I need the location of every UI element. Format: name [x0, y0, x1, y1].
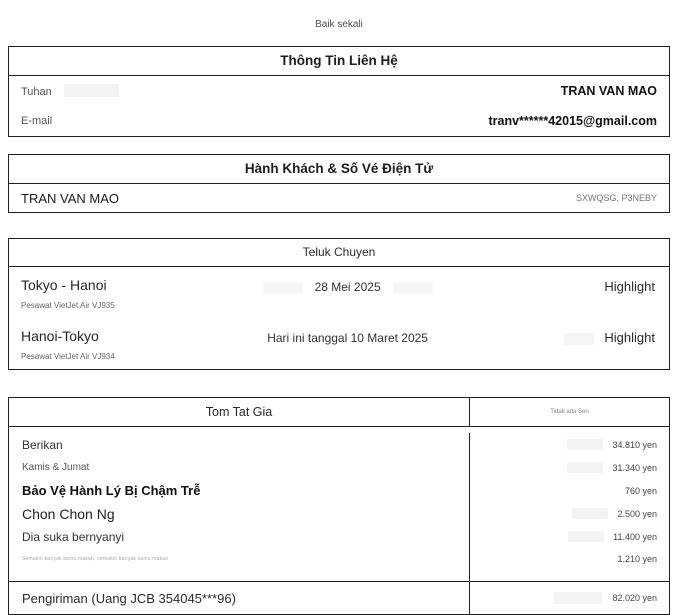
- passenger-row: [9, 184, 669, 212]
- ticket-codes: SXWQSG, P3NEBY: [575, 193, 657, 203]
- contact-email-value: tranv******42015@gmail.com: [488, 114, 657, 128]
- price-row-amount: 760 yen: [469, 479, 669, 502]
- passenger-card: [8, 154, 670, 213]
- contact-row-name: [9, 76, 669, 106]
- flight-date: 28 Mei 2025: [232, 277, 463, 310]
- price-row-label: Kamis & Jumat: [22, 462, 90, 473]
- flights-card-title: Teluk Chuyen: [9, 239, 669, 267]
- contact-card-title: Thông Tin Liên Hệ: [9, 47, 669, 76]
- redacted-blur: [567, 439, 603, 450]
- price-table-body: [9, 427, 669, 581]
- price-row-label: Dia suka bernyanyi: [22, 529, 125, 544]
- redacted-blur: [393, 282, 433, 294]
- price-summary-card: [8, 397, 670, 615]
- redacted-blur: [564, 333, 594, 345]
- payment-total-amount: 82.020 yen: [469, 582, 669, 614]
- price-row: [9, 479, 669, 502]
- price-row: [9, 456, 669, 479]
- flight-route-block: [21, 277, 232, 310]
- payment-method-label: Pengiriman (Uang JCB 354045***96): [22, 590, 236, 606]
- flights-card: [8, 238, 670, 370]
- redacted-blur: [263, 282, 303, 294]
- flight-status: Highlight: [463, 328, 655, 361]
- amount-column-header: Tidak ada Sen: [469, 398, 669, 426]
- passenger-card-title: Hành Khách & Số Vé Điện Tử: [9, 155, 669, 184]
- flight-route: Hanoi-Tokyo: [21, 328, 99, 344]
- contact-info-card: [8, 46, 670, 137]
- price-table-header: [9, 398, 669, 427]
- flight-status: Highlight: [604, 279, 655, 294]
- contact-name-value: TRAN VAN MAO: [560, 84, 657, 98]
- price-row-amount: 34.810 yen: [469, 433, 669, 456]
- redacted-blur: [567, 462, 603, 473]
- payment-total-row: [9, 581, 669, 614]
- flight-date: Hari ini tanggal 10 Maret 2025: [267, 331, 428, 345]
- redacted-blur: [568, 531, 604, 542]
- price-row-amount: 1.210 yen: [469, 548, 669, 570]
- flight-aircraft: Pesawat VietJet Air VJ935: [21, 301, 115, 310]
- price-row: [9, 525, 669, 548]
- redacted-blur: [572, 508, 608, 519]
- flight-route-block: [21, 328, 232, 361]
- redacted-blur: [554, 592, 602, 604]
- contact-name-label: Tuhan: [21, 86, 52, 98]
- flight-row-outbound: [9, 267, 669, 318]
- price-row-label: Chon Chon Ng: [22, 505, 115, 522]
- contact-email-label: E-mail: [21, 115, 53, 127]
- flight-aircraft: Pesawat VietJet Air VJ934: [21, 352, 115, 361]
- passenger-name: TRAN VAN MAO: [21, 190, 119, 206]
- price-row-amount: 31.340 yen: [469, 456, 669, 479]
- price-row-amount: 11.400 yen: [469, 525, 669, 548]
- flight-row-return: [9, 318, 669, 369]
- price-row-label: Semakin banyak kamu makan, semakin banyak kamu makan: [22, 556, 169, 562]
- page-top-note: Baik sekali: [315, 19, 363, 30]
- contact-row-email: [9, 106, 669, 136]
- price-row-amount: 2.500 yen: [469, 502, 669, 525]
- price-row-fine-print: [9, 548, 669, 570]
- price-table-title: Tom Tat Gia: [205, 405, 273, 419]
- price-table-spacer: [9, 570, 669, 581]
- redacted-blur: [64, 84, 119, 97]
- flight-route: Tokyo - Hanoi: [21, 277, 107, 293]
- price-row-label: Bảo Vệ Hành Lý Bị Chậm Trễ: [22, 483, 201, 498]
- price-row: [9, 433, 669, 456]
- price-row-label: Berikan: [22, 437, 63, 452]
- price-row: [9, 502, 669, 525]
